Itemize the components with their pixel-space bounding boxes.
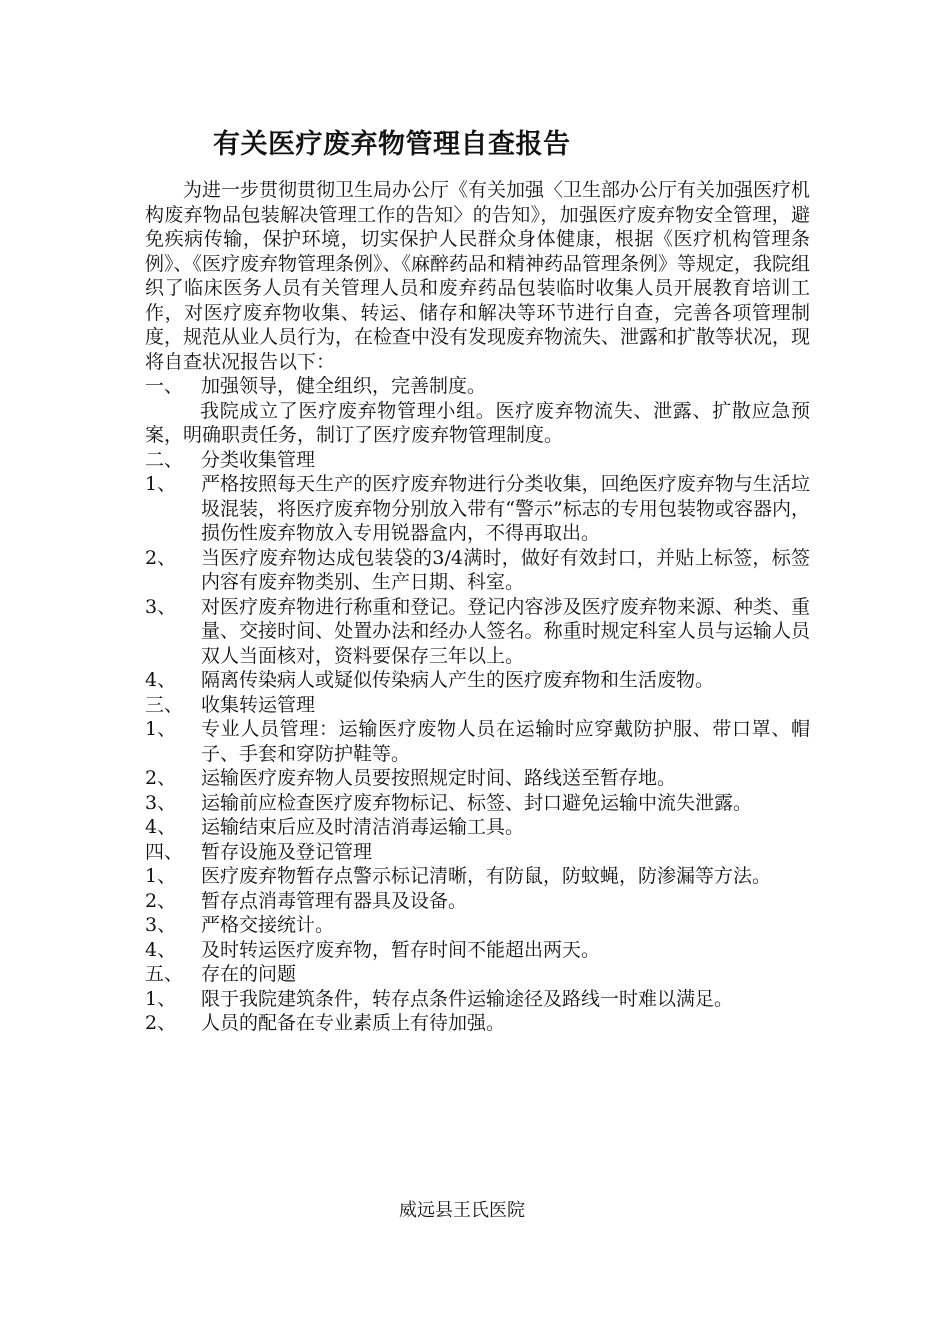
- list-item: [145, 766, 810, 791]
- item-text: 严格交接统计。: [201, 914, 335, 936]
- section-title: 分类收集管理: [201, 448, 316, 471]
- item-number: 3、: [145, 595, 177, 618]
- section-heading: [145, 962, 810, 987]
- item-number: 2、: [145, 1012, 177, 1034]
- section-number: 二、: [145, 448, 184, 471]
- item-text: 严格按照每天生产的医疗废弃物进行分类收集，回绝医疗废弃物与生活垃圾混装，将医疗废弃物分别放入带有“警示”标志的专用包装物或容器内，损伤性废弃物放入专用锐器盒内，不得再取出。: [201, 473, 810, 544]
- section-heading: [145, 693, 810, 718]
- section-heading: [145, 448, 810, 473]
- item-text: 人员的配备在专业素质上有待加强。: [201, 1012, 506, 1034]
- item-number: 2、: [145, 546, 177, 569]
- list-item: [145, 1011, 810, 1036]
- item-text: 专业人员管理：运输医疗废物人员在运输时应穿戴防护服、带口罩、帽子、手套和穿防护鞋等。: [201, 718, 810, 765]
- item-text: 及时转运医疗废弃物，暂存时间不能超出两天。: [201, 938, 601, 961]
- item-text: 当医疗废弃物达成包装袋的3/4满时，做好有效封口，并贴上标签，标签内容有废弃物类别、生产日期、科室。: [201, 546, 810, 593]
- list-item: [145, 864, 810, 889]
- section-heading: [145, 374, 810, 399]
- item-text: 对医疗废弃物进行称重和登记。登记内容涉及医疗废弃物来源、种类、重量、交接时间、处置办法和经办人签名。称重时规定科室人员与运输人员双人当面核对，资料要保存三年以上。: [201, 595, 810, 667]
- list-item: [145, 595, 810, 669]
- list-item: [145, 668, 810, 693]
- list-item: [145, 815, 810, 840]
- list-item: [145, 913, 810, 938]
- document-title: 有关医疗废弃物管理自查报告: [213, 129, 571, 160]
- item-number: 4、: [145, 816, 177, 838]
- section-number: 五、: [145, 963, 184, 985]
- list-item: [145, 938, 810, 963]
- item-number: 1、: [145, 718, 177, 740]
- section-title: 收集转运管理: [201, 693, 316, 716]
- list-item: [145, 987, 810, 1012]
- item-text: 限于我院建筑条件，转存点条件运输途径及路线一时难以满足。: [201, 987, 734, 1010]
- item-number: 2、: [145, 767, 177, 789]
- document-body: [145, 128, 810, 1036]
- section-paragraph: 我院成立了医疗废弃物管理小组。医疗废弃物流失、泄露、扩散应急预案，明确职责任务，制订了医疗废弃物管理制度。: [145, 399, 810, 446]
- section-number: 一、: [145, 375, 184, 397]
- section-heading: [145, 840, 810, 865]
- item-text: 隔离传染病人或疑似传染病人产生的医疗废弃物和生活废物。: [201, 669, 715, 691]
- list-item: [145, 791, 810, 816]
- item-text: 暂存点消毒管理有器具及设备。: [201, 889, 468, 912]
- item-text: 运输前应检查医疗废弃物标记、标签、封口避免运输中流失泄露。: [201, 791, 753, 814]
- signature: 威远县王氏医院: [399, 1200, 525, 1221]
- list-item: [145, 546, 810, 595]
- item-number: 4、: [145, 938, 177, 961]
- list-item: [145, 889, 810, 914]
- item-number: 1、: [145, 987, 177, 1010]
- list-item: [145, 472, 810, 546]
- item-text: 运输结束后应及时清洁消毒运输工具。: [201, 816, 525, 838]
- item-number: 1、: [145, 473, 177, 495]
- item-text: 运输医疗废弃物人员要按照规定时间、路线送至暂存地。: [201, 767, 677, 789]
- item-number: 2、: [145, 889, 177, 912]
- list-item: [145, 717, 810, 766]
- section-number: 四、: [145, 840, 184, 863]
- section-number: 三、: [145, 693, 184, 716]
- section-title: 暂存设施及登记管理: [201, 840, 373, 863]
- item-number: 3、: [145, 914, 177, 936]
- section-title: 存在的问题: [201, 963, 297, 985]
- intro-paragraph: 为进一步贯彻贯彻卫生局办公厅《有关加强〈卫生部办公厅有关加强医疗机构废弃物品包装解决管理工作的告知〉的告知》，加强医疗废弃物安全管理，避免疾病传输，保护环境，切实保护人民群众身体健康，根据《医疗机构管理条例》、《医疗废弃物管理条例》、《麻醉药品和精神药品管理条例》等规定，我院组织了临床医务人员有关管理人员和废弃药品包装临时收集人员开展教育培训工作，对医疗废弃物收集、转运、储存和解决等环节进行自查，完善各项管理制度，规范从业人员行为，在检查中没有发现废弃物流失、泄露和扩散等状况，现将自查状况报告以下：: [145, 179, 811, 373]
- item-text: 医疗废弃物暂存点警示标记清晰，有防鼠，防蚊蝇，防渗漏等方法。: [201, 865, 772, 887]
- item-number: 4、: [145, 669, 177, 691]
- item-number: 3、: [145, 791, 177, 814]
- section-title: 加强领导，健全组织，完善制度。: [201, 375, 487, 397]
- item-number: 1、: [145, 865, 177, 887]
